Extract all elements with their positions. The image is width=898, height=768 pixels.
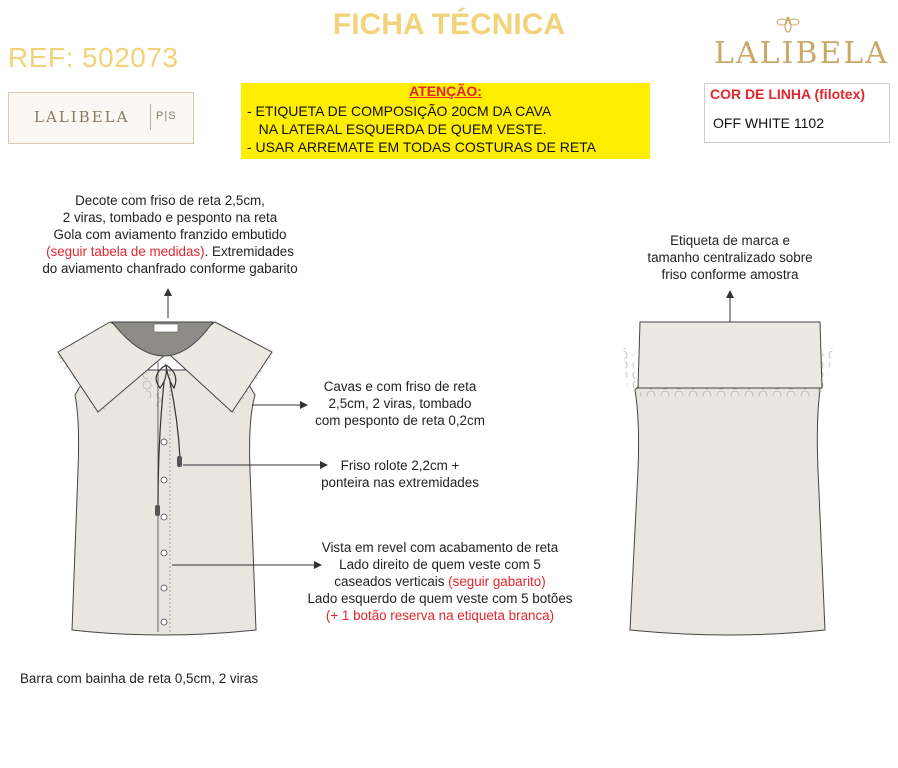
reference-code: REF: 502073 [8, 42, 179, 73]
front-view [58, 322, 272, 635]
front-inner-label [154, 324, 178, 332]
thread-color-value: OFF WHITE 1102 [713, 115, 824, 131]
tie-tip-icon [177, 456, 182, 467]
armhole-note-line: Cavas e com friso de reta [323, 379, 477, 394]
back-body [630, 380, 825, 635]
button-icon [161, 550, 167, 556]
placket-note-red: (seguir gabarito) [448, 574, 546, 589]
page-title: FICHA TÉCNICA [332, 8, 566, 41]
button-icon [161, 619, 167, 625]
placket-note-line [280, 573, 600, 590]
attention-line: - USAR ARREMATE EM TODAS COSTURAS DE RETA [247, 139, 597, 155]
placket-note-line: (+ 1 botão reserva na etiqueta branca) [325, 608, 555, 623]
placket-note-line: Vista em revel com acabamento de reta [321, 540, 559, 555]
attention-line: - ETIQUETA DE COMPOSIÇÃO 20CM DA CAVA [247, 103, 552, 119]
tie-note-line: Friso rolote 2,2cm + [340, 458, 460, 473]
placket-note-line: Lado direito de quem veste com 5 [339, 557, 541, 572]
neckline-note [0, 192, 340, 277]
button-icon [161, 477, 167, 483]
thread-color-title: COR DE LINHA (filotex) [710, 86, 866, 102]
label-note-line: Etiqueta de marca e [670, 233, 790, 248]
neckline-note-line: Decote com friso de reta 2,5cm, [75, 193, 265, 208]
attention-title: ATENÇÃO: [409, 83, 482, 99]
button-icon [161, 585, 167, 591]
neckline-note-line: 2 viras, tombado e pesponto na reta [62, 210, 278, 225]
back-lace-right [822, 348, 828, 392]
label-note [600, 232, 860, 283]
neckline-note-rest: . Extremidades [204, 244, 294, 259]
brand-logo-suffix: P|S [156, 110, 177, 122]
back-view [628, 322, 828, 635]
brand-name: LALIBELA [714, 36, 889, 71]
label-note-line: tamanho centralizado sobre [647, 250, 813, 265]
tie-note-line: ponteira nas extremidades [321, 475, 479, 490]
placket-note-pre: caseados verticais [334, 574, 449, 589]
tie-note [300, 457, 500, 491]
attention-line: NA LATERAL ESQUERDA DE QUEM VESTE. [247, 121, 547, 137]
armhole-note [290, 378, 510, 429]
armhole-note-line: 2,5cm, 2 viras, tombado [328, 396, 472, 411]
tie-tip-icon [155, 505, 160, 516]
neckline-note-line: Gola com aviamento franzido embutido [53, 227, 287, 242]
neckline-note-red: (seguir tabela de medidas) [46, 244, 205, 259]
neckline-note-line: do aviamento chanfrado conforme gabarito [42, 261, 298, 276]
button-icon [161, 439, 167, 445]
neckline-note-line [0, 243, 340, 260]
back-lace-left [628, 348, 632, 392]
armhole-note-line: com pesponto de reta 0,2cm [315, 413, 485, 428]
back-collar [638, 322, 822, 388]
hem-note: Barra com bainha de reta 0,5cm, 2 viras [20, 671, 259, 686]
label-note-line: friso conforme amostra [661, 267, 799, 282]
brand-logo-text: LALIBELA [34, 108, 130, 126]
button-icon [161, 514, 167, 520]
placket-note-line: Lado esquerdo de quem veste com 5 botões [307, 591, 573, 606]
placket-note [280, 539, 600, 624]
